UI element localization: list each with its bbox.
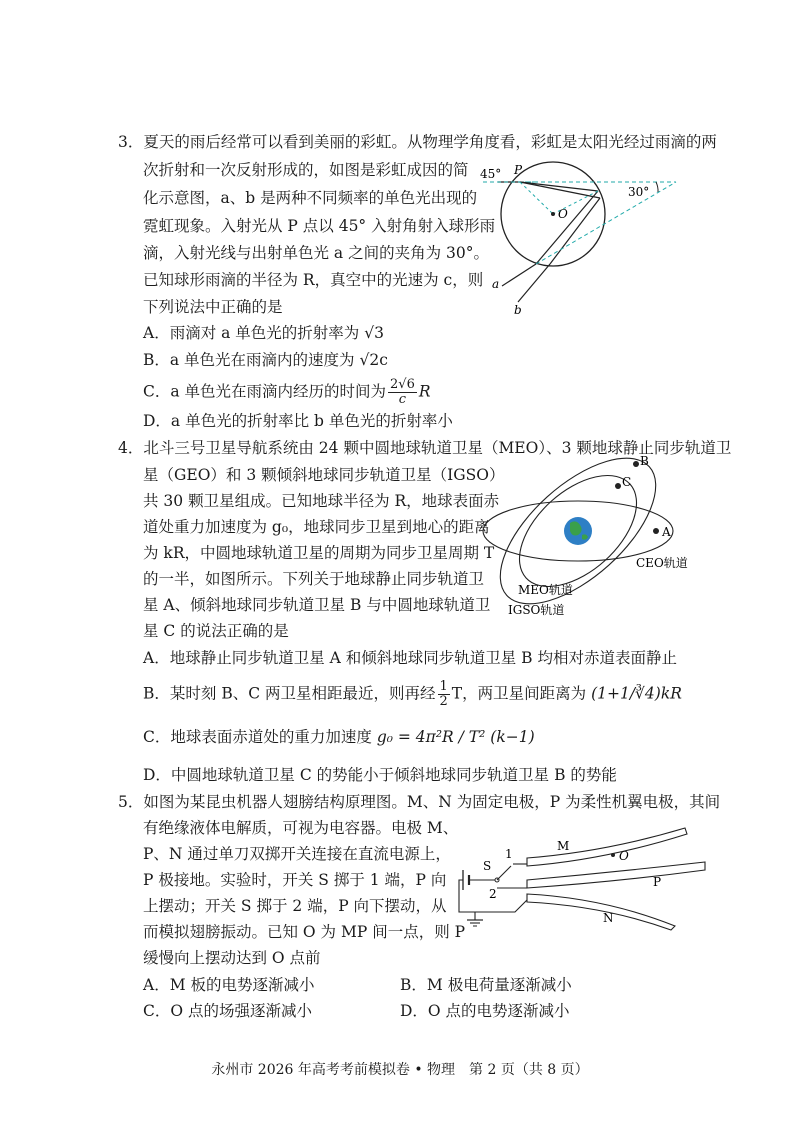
terminal-2-label: 2 xyxy=(489,887,497,901)
center-o-label: O xyxy=(558,207,568,221)
q5-line-6: 而模拟翅膀振动。已知 O 为 MP 间一点，则 P xyxy=(143,923,466,941)
wing-circuit-diagram xyxy=(455,822,710,932)
satellite-c-label: C xyxy=(622,475,632,489)
q3-option-c-tail: R xyxy=(418,382,431,401)
exit-extended-dashed xyxy=(536,182,676,264)
q3-option-c-text: C．a 单色光在雨滴内经历的时间为 xyxy=(143,382,387,401)
electrode-n xyxy=(527,894,675,930)
q4-option-b-text: B．某时刻 B、C 两卫星相距最近，则再经 xyxy=(143,684,436,703)
satellite-b-label: B xyxy=(640,455,649,468)
q4-option-c-text: C．地球表面赤道处的重力加速度 xyxy=(143,728,372,746)
igso-orbit-label: IGSO轨道 xyxy=(508,603,565,617)
q3-option-c-denominator: c xyxy=(398,392,407,407)
center-point xyxy=(551,212,555,216)
q4-option-b-denominator: 2 xyxy=(439,694,448,709)
q3-line-4: 霓虹现象。入射光从 P 点以 45° 入射角射入球形雨 xyxy=(143,217,496,235)
q5-line-1: 5．如图为某昆虫机器人翅膀结构原理图。M、N 为固定电极，P 为柔性机翼电极，其间 xyxy=(118,793,721,811)
q3-line-1: 3．夏天的雨后经常可以看到美丽的彩虹。从物理学角度看，彩虹是太阳光经过雨滴的两 xyxy=(118,133,717,151)
q5-option-c: C．O 点的场强逐渐减小 xyxy=(143,1002,312,1020)
electrode-n-label: N xyxy=(603,911,614,925)
point-p-label: P xyxy=(514,163,523,177)
q3-line-7: 下列说法中正确的是 xyxy=(143,298,283,316)
angle-arc-30 xyxy=(656,182,658,192)
geo-orbit-label: CEO轨道 xyxy=(636,556,688,570)
q3-option-a: A．雨滴对 a 单色光的折射率为 √3 xyxy=(143,324,384,342)
point-o xyxy=(611,853,615,857)
q3-option-c xyxy=(143,378,431,407)
q4-option-a: A．地球静止同步轨道卫星 A 和倾斜地球同步轨道卫星 B 均相对赤道表面静止 xyxy=(143,649,677,667)
point-o-label: O xyxy=(619,849,629,863)
q3-line-3: 化示意图，a、b 是两种不同频率的单色光出现的 xyxy=(143,189,478,207)
satellite-a xyxy=(653,528,659,534)
page-footer: 永州市 2026 年高考考前模拟卷 • 物理 第 2 页（共 8 页） xyxy=(211,1062,589,1078)
meo-orbit-label: MEO轨道 xyxy=(518,583,573,597)
wire-left xyxy=(459,880,475,912)
q3-option-d: D．a 单色光的折射率比 b 单色光的折射率小 xyxy=(143,412,453,430)
q5-line-3: P、N 通过单刀双掷开关连接在直流电源上， xyxy=(143,845,451,863)
electrode-p xyxy=(527,862,705,888)
q5-line-4: P 极接地。实验时，开关 S 掷于 1 端，P 向 xyxy=(143,871,447,889)
satellite-a-label: A xyxy=(662,525,671,539)
q3-option-c-fraction xyxy=(388,378,417,407)
satellite-b xyxy=(633,461,639,467)
switch-blade xyxy=(497,866,511,880)
q4-line-5: 为 kR，中圆地球轨道卫星的周期为同步卫星周期 T xyxy=(143,544,495,562)
q4-line-7: 星 A、倾斜地球同步轨道卫星 B 与中圆地球轨道卫 xyxy=(143,596,491,614)
radius-dashed-1 xyxy=(520,182,553,214)
q3-line-5: 滴，入射光线与出射单色光 a 之间的夹角为 30°。 xyxy=(143,244,489,262)
q4-line-3: 共 30 颗卫星组成。已知地球半径为 R，地球表面赤 xyxy=(143,492,500,510)
angle-45-label: 45° xyxy=(480,167,502,181)
q3-line-2: 次折射和一次反射形成的，如图是彩虹成因的简 xyxy=(143,161,469,179)
q4-option-b-numerator: 1 xyxy=(439,679,448,694)
q4-option-c xyxy=(143,727,535,747)
q4-line-8: 星 C 的说法正确的是 xyxy=(143,622,289,640)
wire-to-p xyxy=(475,900,527,912)
q4-line-1: 4．北斗三号卫星导航系统由 24 颗中圆地球轨道卫星（MEO）、3 颗地球静止同步轨道卫 xyxy=(118,439,732,457)
exit-ray-a xyxy=(502,264,536,286)
q4-option-b-expression: (1+1/∛4)kR xyxy=(591,684,682,703)
q3-line-6: 已知球形雨滴的半径为 R，真空中的光速为 c，则 xyxy=(143,271,484,289)
q5-option-b: B．M 极电荷量逐渐减小 xyxy=(400,976,572,994)
q4-line-4: 道处重力加速度为 g₀，地球同步卫星到地心的距离 xyxy=(143,518,490,536)
switch-s-label: S xyxy=(483,859,492,873)
satellite-c xyxy=(615,483,621,489)
orbit-diagram xyxy=(478,455,718,620)
q3-option-c-numerator: 2√6 xyxy=(390,377,415,392)
q3-option-b: B．a 单色光在雨滴内的速度为 √2c xyxy=(143,351,388,369)
q5-option-a: A．M 板的电势逐渐减小 xyxy=(143,976,315,994)
exit-ray-b xyxy=(518,264,550,302)
q5-option-d: D．O 点的电势逐渐减小 xyxy=(400,1002,570,1020)
q4-option-b-mid: T，两卫星间距离为 xyxy=(451,684,587,703)
raindrop-diagram xyxy=(478,158,688,318)
q5-line-5: 上摆动；开关 S 掷于 2 端，P 向下摆动，从 xyxy=(143,897,447,915)
electrode-p-label: P xyxy=(653,875,662,889)
q4-line-2: 星（GEO）和 3 颗倾斜地球同步轨道卫星（IGSO） xyxy=(143,466,505,484)
q4-option-c-expression: g₀ = 4π²R / T² (k−1) xyxy=(376,728,535,746)
ray-b-label: b xyxy=(514,303,522,317)
q5-line-2: 有绝缘液体电解质，可视为电容器。电极 M、 xyxy=(143,819,459,837)
q5-line-7: 缓慢向上摆动达到 O 点前 xyxy=(143,949,321,967)
electrode-m-label: M xyxy=(557,839,570,853)
q4-option-d: D．中圆地球轨道卫星 C 的势能小于倾斜地球同步轨道卫星 B 的势能 xyxy=(143,766,617,784)
reflected-ray-a xyxy=(536,191,598,264)
q4-line-6: 的一半，如图所示。下列关于地球静止同步轨道卫 xyxy=(143,570,485,588)
electrode-m xyxy=(527,828,687,866)
angle-30-label: 30° xyxy=(628,185,650,199)
ray-a-label: a xyxy=(492,277,500,291)
q4-option-b xyxy=(143,680,682,709)
q4-option-b-fraction xyxy=(438,680,450,709)
terminal-1-label: 1 xyxy=(505,847,513,861)
